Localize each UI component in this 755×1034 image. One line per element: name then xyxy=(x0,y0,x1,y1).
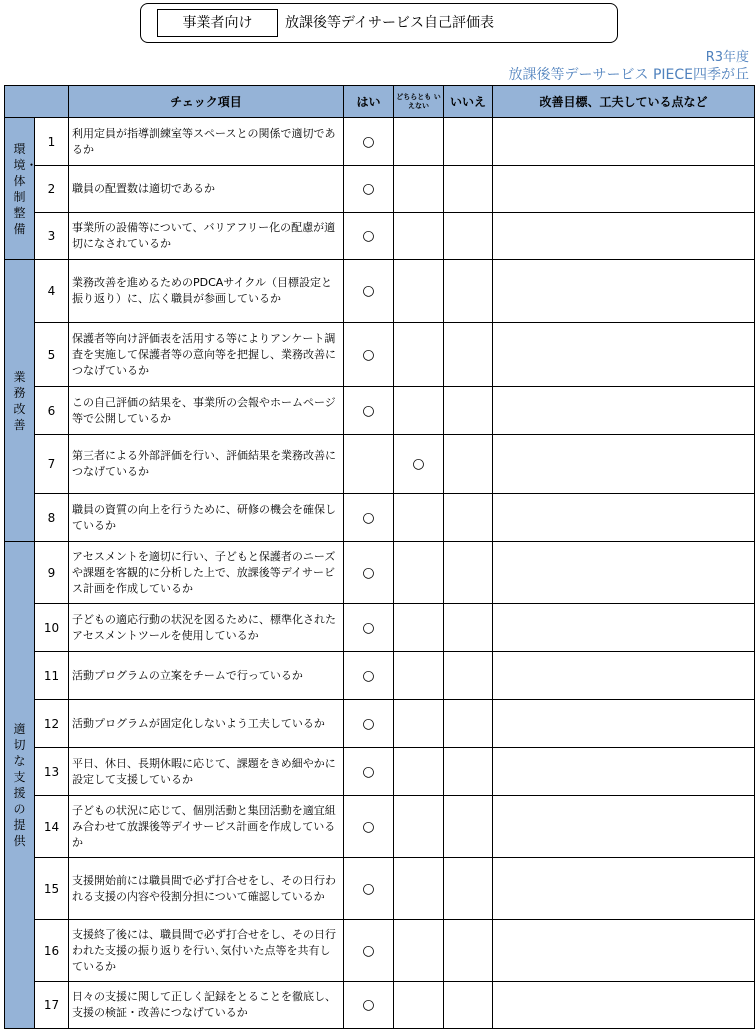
improvement-note xyxy=(493,260,755,323)
item-number: 11 xyxy=(35,652,69,700)
yes-mark: ○ xyxy=(344,166,394,213)
neither-mark xyxy=(394,982,444,1029)
neither-mark xyxy=(394,213,444,260)
improvement-note xyxy=(493,604,755,652)
item-number: 9 xyxy=(35,542,69,604)
neither-mark xyxy=(394,796,444,858)
neither-mark xyxy=(394,700,444,748)
neither-mark xyxy=(394,323,444,387)
no-mark xyxy=(444,542,493,604)
no-header: いいえ xyxy=(444,86,493,118)
improvement-note xyxy=(493,796,755,858)
document-title: 放課後等デイサービス自己評価表 xyxy=(285,15,495,31)
improvement-note xyxy=(493,700,755,748)
table-row xyxy=(5,748,755,796)
yes-mark: ○ xyxy=(344,118,394,166)
no-mark xyxy=(444,982,493,1029)
improvement-note xyxy=(493,435,755,494)
item-number: 14 xyxy=(35,796,69,858)
improvement-note xyxy=(493,920,755,982)
neither-mark xyxy=(394,260,444,323)
no-mark xyxy=(444,323,493,387)
yes-mark: ○ xyxy=(344,213,394,260)
neither-mark xyxy=(394,604,444,652)
item-number: 13 xyxy=(35,748,69,796)
check-item-text: アセスメントを適切に行い、子どもと保護者のニーズや課題を客観的に分析した上で、放課後等デイサービス計画を作成しているか xyxy=(69,542,344,604)
yes-mark: ○ xyxy=(344,323,394,387)
check-item-text: 支援開始前には職員間で必ず打合せをし、その日行われる支援の内容や役割分担について確認しているか xyxy=(69,858,344,920)
improvement-header: 改善目標、工夫している点など xyxy=(493,86,755,118)
title-box xyxy=(140,3,618,43)
no-mark xyxy=(444,748,493,796)
no-mark xyxy=(444,858,493,920)
neither-mark xyxy=(394,920,444,982)
category-label: 環境・体制整備 xyxy=(13,141,38,236)
check-item-text: 子どもの状況に応じて、個別活動と集団活動を適宜組み合わせて放課後等デイサービス計画を作成しているか xyxy=(69,796,344,858)
improvement-note xyxy=(493,213,755,260)
table-row xyxy=(5,213,755,260)
item-number: 10 xyxy=(35,604,69,652)
improvement-note xyxy=(493,652,755,700)
neither-mark xyxy=(394,858,444,920)
fiscal-year: R3年度 xyxy=(705,50,749,65)
category-label: 適切な支援の提供 xyxy=(13,722,26,848)
improvement-note xyxy=(493,166,755,213)
table-row xyxy=(5,494,755,542)
item-number: 3 xyxy=(35,213,69,260)
no-mark xyxy=(444,387,493,435)
improvement-note xyxy=(493,982,755,1029)
check-item-text: 業務改善を進めるためのPDCAサイクル（目標設定と振り返り）に、広く職員が参画しているか xyxy=(69,260,344,323)
item-number: 4 xyxy=(35,260,69,323)
neither-mark xyxy=(394,387,444,435)
yes-mark: ○ xyxy=(344,542,394,604)
improvement-note xyxy=(493,542,755,604)
yes-mark: ○ xyxy=(344,858,394,920)
item-number: 7 xyxy=(35,435,69,494)
table-body xyxy=(5,118,755,1029)
table-row xyxy=(5,982,755,1029)
category-label: 業務改善 xyxy=(13,369,26,432)
table-row xyxy=(5,118,755,166)
check-item-header: チェック項目 xyxy=(69,86,344,118)
table-row xyxy=(5,700,755,748)
improvement-note xyxy=(493,858,755,920)
improvement-note xyxy=(493,323,755,387)
table-row xyxy=(5,858,755,920)
item-number: 16 xyxy=(35,920,69,982)
no-mark xyxy=(444,652,493,700)
check-item-text: 事業所の設備等について、バリアフリー化の配慮が適切になされているか xyxy=(69,213,344,260)
yes-mark: ○ xyxy=(344,920,394,982)
no-mark xyxy=(444,920,493,982)
table-row xyxy=(5,260,755,323)
no-mark xyxy=(444,604,493,652)
table-row xyxy=(5,920,755,982)
item-number: 8 xyxy=(35,494,69,542)
check-item-text: この自己評価の結果を、事業所の会報やホームページ等で公開しているか xyxy=(69,387,344,435)
neither-mark xyxy=(394,542,444,604)
item-number: 5 xyxy=(35,323,69,387)
check-item-text: 利用定員が指導訓練室等スペースとの関係で適切であるか xyxy=(69,118,344,166)
category-cell xyxy=(5,118,38,260)
check-item-text: 活動プログラムの立案をチームで行っているか xyxy=(69,652,344,700)
table-row xyxy=(5,542,755,604)
yes-header: はい xyxy=(344,86,394,118)
yes-mark: ○ xyxy=(344,700,394,748)
yes-mark: ○ xyxy=(344,604,394,652)
item-number: 2 xyxy=(35,166,69,213)
yes-mark: ○ xyxy=(344,260,394,323)
check-item-text: 保護者等向け評価表を活用する等によりアンケート調査を実施して保護者等の意向等を把握し、業務改善につなげているか xyxy=(69,323,344,387)
table-row xyxy=(5,387,755,435)
item-number: 15 xyxy=(35,858,69,920)
item-number: 12 xyxy=(35,700,69,748)
header-row xyxy=(5,86,755,118)
neither-mark xyxy=(394,748,444,796)
no-mark xyxy=(444,796,493,858)
check-item-text: 平日、休日、長期休暇に応じて、課題をきめ細やかに設定して支援しているか xyxy=(69,748,344,796)
category-cell xyxy=(5,542,35,1029)
neither-mark xyxy=(394,166,444,213)
check-item-text: 日々の支援に関して正しく記録をとることを徹底し、支援の検証・改善につなげているか xyxy=(69,982,344,1029)
check-item-text: 第三者による外部評価を行い、評価結果を業務改善につなげているか xyxy=(69,435,344,494)
evaluation-table xyxy=(4,85,755,1029)
improvement-note xyxy=(493,494,755,542)
facility-name: 放課後等デーサービス PIECE四季が丘 xyxy=(508,67,749,83)
table-row xyxy=(5,604,755,652)
yes-mark: ○ xyxy=(344,796,394,858)
table-row xyxy=(5,796,755,858)
no-mark xyxy=(444,166,493,213)
check-item-text: 職員の資質の向上を行うために、研修の機会を確保しているか xyxy=(69,494,344,542)
yes-mark: ○ xyxy=(344,748,394,796)
check-item-text: 活動プログラムが固定化しないよう工夫しているか xyxy=(69,700,344,748)
table-row xyxy=(5,166,755,213)
blank-header-cell xyxy=(5,86,69,118)
yes-mark: ○ xyxy=(344,494,394,542)
no-mark xyxy=(444,494,493,542)
yes-mark: ○ xyxy=(344,982,394,1029)
no-mark xyxy=(444,213,493,260)
yes-mark xyxy=(344,435,394,494)
improvement-note xyxy=(493,118,755,166)
improvement-note xyxy=(493,748,755,796)
neither-mark xyxy=(394,494,444,542)
yes-mark: ○ xyxy=(344,387,394,435)
category-cell xyxy=(5,260,35,542)
check-item-text: 職員の配置数は適切であるか xyxy=(69,166,344,213)
item-number: 17 xyxy=(35,982,69,1029)
no-mark xyxy=(444,435,493,494)
no-mark xyxy=(444,260,493,323)
audience-tag: 事業者向け xyxy=(157,9,278,37)
table-row xyxy=(5,652,755,700)
neither-mark xyxy=(394,118,444,166)
no-mark xyxy=(444,700,493,748)
table-row xyxy=(5,435,755,494)
table-row xyxy=(5,323,755,387)
neither-header: どちらとも いえない xyxy=(394,86,444,118)
improvement-note xyxy=(493,387,755,435)
yes-mark: ○ xyxy=(344,652,394,700)
no-mark xyxy=(444,118,493,166)
neither-mark: ○ xyxy=(394,435,444,494)
item-number: 6 xyxy=(35,387,69,435)
check-item-text: 支援終了後には、職員間で必ず打合せをし、その日行われた支援の振り返りを行い､気付いた点等を共有しているか xyxy=(69,920,344,982)
item-number: 1 xyxy=(35,118,69,166)
neither-mark xyxy=(394,652,444,700)
check-item-text: 子どもの適応行動の状況を図るために、標準化されたアセスメントツールを使用しているか xyxy=(69,604,344,652)
